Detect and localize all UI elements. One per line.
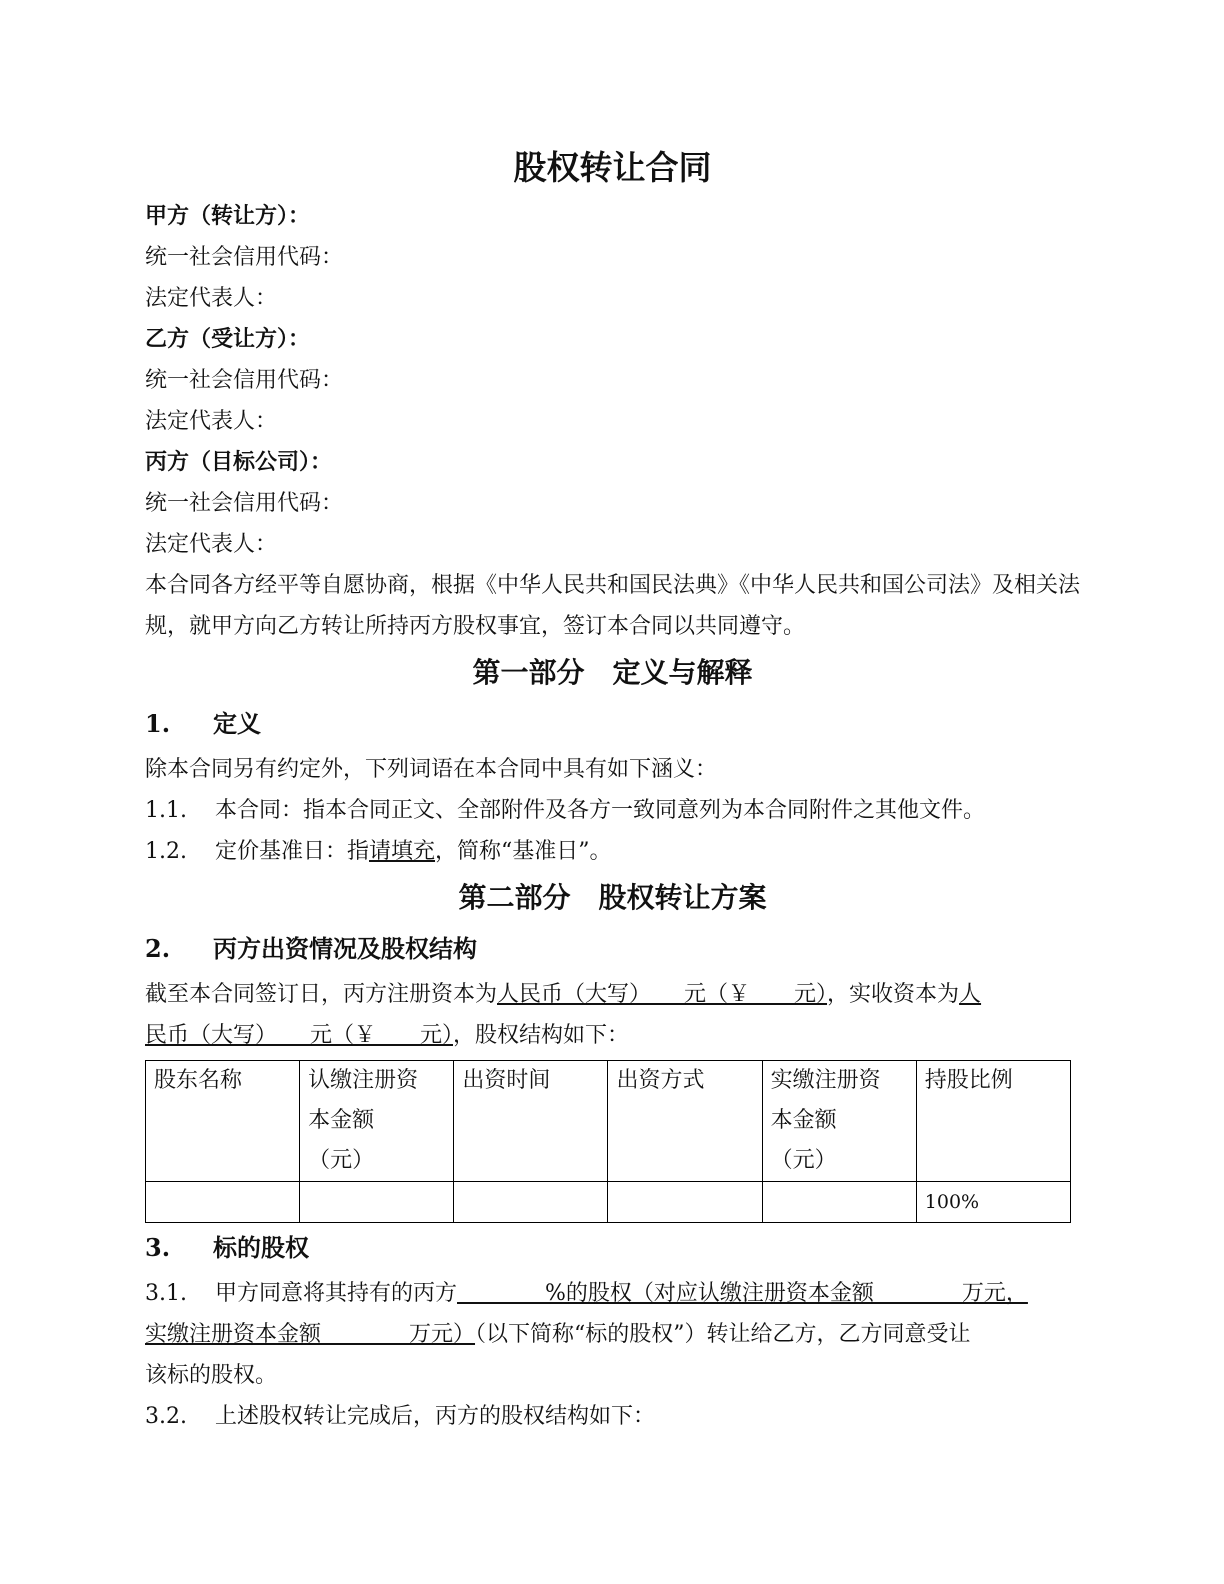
- intro-paragraph: 本合同各方经平等自愿协商，根据《中华人民共和国民法典》《中华人民共和国公司法》及相关法规，就甲方向乙方转让所持丙方股权事宜，签订本合同以共同遵守。: [145, 573, 1081, 639]
- section-title: 定义: [213, 709, 261, 738]
- paid-capital-blank-start[interactable]: 人: [959, 982, 982, 1007]
- header-contribution-time: 出资时间: [454, 1061, 608, 1182]
- section-number: 1.: [145, 709, 171, 738]
- cell-shareholder-name[interactable]: [146, 1182, 300, 1223]
- clause-text-post: ，简称“基准日”。: [435, 839, 612, 864]
- clause-number: 1.2.: [145, 839, 187, 864]
- clause-1-1: [145, 790, 1080, 831]
- section-number: 3.: [145, 1233, 171, 1262]
- clause-number: 3.1.: [145, 1281, 187, 1306]
- shareholding-table: [145, 1060, 1071, 1223]
- contract-page: [145, 140, 1080, 1437]
- cell-subscribed-capital[interactable]: [300, 1182, 454, 1223]
- header-shareholding-ratio: 持股比例: [916, 1061, 1070, 1182]
- party-c-credit-code: 统一社会信用代码：: [145, 491, 344, 516]
- document-title: 股权转让合同: [513, 148, 712, 187]
- party-a-legal-rep: 法定代表人：: [145, 286, 278, 311]
- part-one-heading: 第一部分 定义与解释: [472, 656, 753, 689]
- party-b-block: [145, 319, 1080, 442]
- capital-text-3: ，股权结构如下：: [453, 1023, 630, 1048]
- clause-text-post: （以下简称“标的股权”）转让给乙方，乙方同意受让: [475, 1322, 971, 1347]
- party-c-name: 丙方（目标公司）：: [145, 449, 333, 475]
- clause-3-1-line-3: 该标的股权。: [145, 1363, 278, 1388]
- section-title: 标的股权: [213, 1233, 309, 1262]
- table-row: [146, 1182, 1071, 1223]
- section-2-heading: [145, 924, 1080, 974]
- header-shareholder-name: 股东名称: [146, 1061, 300, 1182]
- capital-text-2: ，实收资本为: [827, 982, 960, 1007]
- party-b-credit-code: 统一社会信用代码：: [145, 368, 344, 393]
- header-contribution-method: 出资方式: [608, 1061, 762, 1182]
- section-1-heading: [145, 699, 1080, 749]
- registered-capital-blank[interactable]: 人民币（大写） 元（￥ 元）: [497, 982, 828, 1007]
- table-header-row: [146, 1061, 1071, 1182]
- section-number: 2.: [145, 934, 171, 963]
- clause-text-pre: 定价基准日：指: [215, 839, 370, 864]
- header-paid-capital: 实缴注册资 本金额 （元）: [762, 1061, 916, 1182]
- equity-percent-blank[interactable]: %的股权（对应认缴注册资本金额 万元，: [457, 1281, 1028, 1306]
- party-a-name: 甲方（转让方）：: [145, 203, 311, 229]
- party-c-legal-rep: 法定代表人：: [145, 532, 278, 557]
- clause-3-2: [145, 1396, 1080, 1437]
- capital-line-2: [145, 1015, 1080, 1056]
- party-b-legal-rep: 法定代表人：: [145, 409, 278, 434]
- party-a-block: [145, 196, 1080, 319]
- clause-1-2: [145, 831, 1080, 872]
- section-title: 丙方出资情况及股权结构: [213, 934, 477, 963]
- cell-paid-capital[interactable]: [762, 1182, 916, 1223]
- clause-number: 1.1.: [145, 798, 187, 823]
- cell-shareholding-ratio[interactable]: 100%: [916, 1182, 1070, 1223]
- capital-text-1: 截至本合同签订日，丙方注册资本为: [145, 982, 498, 1007]
- section-3-heading: [145, 1223, 1080, 1273]
- part-two-heading: 第二部分 股权转让方案: [458, 881, 767, 914]
- clause-number: 3.2.: [145, 1404, 187, 1429]
- clause-3-1-line-1: [145, 1273, 1080, 1314]
- cell-contribution-method[interactable]: [608, 1182, 762, 1223]
- clause-text-pre: 甲方同意将其持有的丙方: [215, 1281, 458, 1306]
- clause-text: 本合同：指本合同正文、全部附件及各方一致同意列为本合同附件之其他文件。: [215, 798, 986, 823]
- paid-capital-amount-blank[interactable]: 实缴注册资本金额 万元）: [145, 1322, 476, 1347]
- fill-in-placeholder[interactable]: 请填充: [369, 839, 436, 864]
- paid-capital-blank[interactable]: 民币（大写） 元（￥ 元）: [145, 1023, 454, 1048]
- capital-line-1: [145, 974, 1080, 1015]
- party-a-credit-code: 统一社会信用代码：: [145, 245, 344, 270]
- cell-contribution-time[interactable]: [454, 1182, 608, 1223]
- clause-3-1-line-2: [145, 1314, 1080, 1355]
- clause-text: 上述股权转让完成后，丙方的股权结构如下：: [215, 1404, 656, 1429]
- section-1-lead: 除本合同另有约定外，下列词语在本合同中具有如下涵义：: [145, 757, 718, 782]
- party-b-name: 乙方（受让方）：: [145, 326, 311, 352]
- header-subscribed-capital: 认缴注册资 本金额 （元）: [300, 1061, 454, 1182]
- party-c-block: [145, 442, 1080, 565]
